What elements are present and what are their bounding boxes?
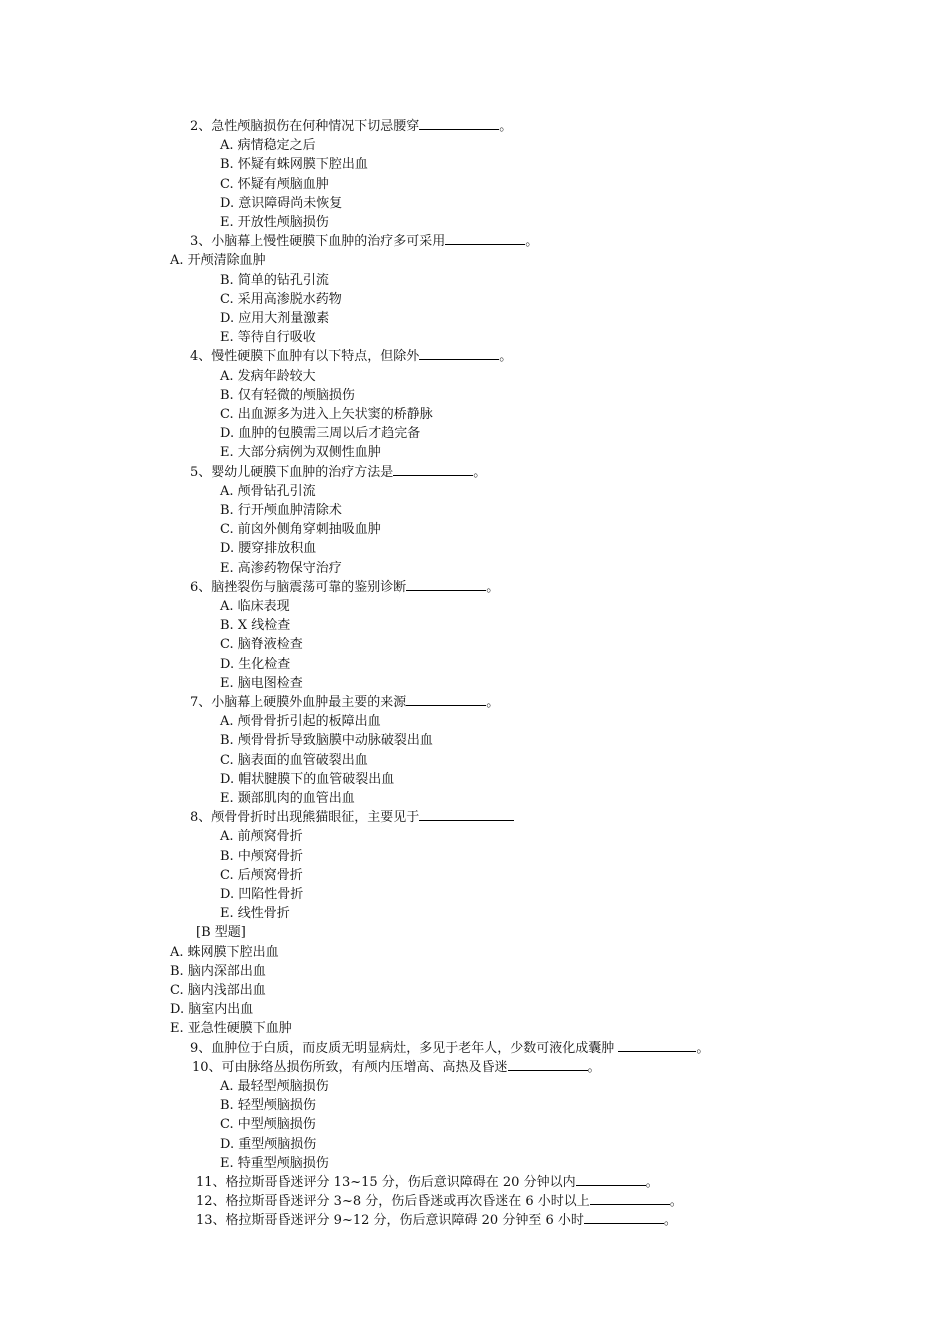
option-e: E. 颞部肌肉的血管出血 <box>220 791 355 806</box>
question-stem: 10、可由脉络丛损伤所致，有颅内压增高、高热及昏迷 <box>192 1060 508 1075</box>
option-e: E. 开放性颅脑损伤 <box>220 215 329 230</box>
b-option-a: A. 蛛网膜下腔出血 <box>170 945 279 960</box>
option-e: E. 线性骨折 <box>220 906 290 921</box>
option-d: D. 血肿的包膜需三周以后才趋完备 <box>220 426 421 441</box>
option-a: A. 颅骨钻孔引流 <box>220 484 316 499</box>
question-stem: 8、颅骨骨折时出现熊猫眼征，主要见于 <box>190 810 420 825</box>
option-b: B. 仅有轻微的颅脑损伤 <box>220 388 355 403</box>
question-10: 10、可由脉络丛损伤所致，有颅内压增高、高热及昏迷 。 <box>192 1060 601 1075</box>
b-option-e: E. 亚急性硬膜下血肿 <box>170 1021 292 1036</box>
question-13: 13、格拉斯哥昏迷评分 9~12 分，伤后意识障碍 20 分钟至 6 小时 。 <box>196 1213 677 1228</box>
option-e: E. 大部分病例为双侧性血肿 <box>220 445 381 460</box>
b-option-b: B. 脑内深部出血 <box>170 964 266 979</box>
answer-blank[interactable] <box>576 1173 646 1186</box>
question-12: 12、格拉斯哥昏迷评分 3~8 分，伤后昏迷或再次昏迷在 6 小时以上 。 <box>196 1194 683 1209</box>
answer-blank[interactable] <box>393 463 473 476</box>
option-a: A. 开颅清除血肿 <box>170 253 266 268</box>
option-c: C. 怀疑有颅脑血肿 <box>220 177 329 192</box>
b-option-c: C. 脑内浅部出血 <box>170 983 266 998</box>
b-option-e: E. 特重型颅脑损伤 <box>220 1156 329 1171</box>
b-option-d: D. 脑室内出血 <box>170 1002 254 1017</box>
option-e: E. 等待自行吸收 <box>220 330 316 345</box>
option-d: D. 腰穿排放积血 <box>220 541 317 556</box>
answer-blank[interactable] <box>590 1192 670 1205</box>
question-6: 6、脑挫裂伤与脑震荡可靠的鉴别诊断 。 <box>190 580 500 595</box>
b-option-d: D. 重型颅脑损伤 <box>220 1137 317 1152</box>
option-d: D. 应用大剂量激素 <box>220 311 330 326</box>
question-4: 4、慢性硬膜下血肿有以下特点，但除外 。 <box>190 349 513 364</box>
question-9: 9、血肿位于白质，而皮质无明显病灶，多见于老年人，少数可液化成囊肿 。 <box>190 1041 710 1056</box>
option-d: D. 凹陷性骨折 <box>220 887 304 902</box>
question-stem: 3、小脑幕上慢性硬膜下血肿的治疗多可采用 <box>190 234 446 249</box>
option-c: C. 脑表面的血管破裂出血 <box>220 753 368 768</box>
option-c: C. 前囟外侧角穿刺抽吸血肿 <box>220 522 381 537</box>
b-option-b: B. 轻型颅脑损伤 <box>220 1098 316 1113</box>
b-option-a: A. 最轻型颅脑损伤 <box>220 1079 329 1094</box>
option-b: B. X 线检查 <box>220 618 291 633</box>
option-b: B. 颅骨骨折导致脑膜中动脉破裂出血 <box>220 733 433 748</box>
option-d: D. 意识障碍尚未恢复 <box>220 196 343 211</box>
question-8 <box>190 808 514 827</box>
answer-blank[interactable] <box>419 808 514 821</box>
question-stem: 13、格拉斯哥昏迷评分 9~12 分，伤后意识障碍 20 分钟至 6 小时 <box>196 1213 584 1228</box>
question-3: 3、小脑幕上慢性硬膜下血肿的治疗多可采用 。 <box>190 234 539 249</box>
question-stem: 7、小脑幕上硬膜外血肿最主要的来源 <box>190 695 407 710</box>
question-stem: 12、格拉斯哥昏迷评分 3~8 分，伤后昏迷或再次昏迷在 6 小时以上 <box>196 1194 590 1209</box>
option-e: E. 脑电图检查 <box>220 676 303 691</box>
answer-blank[interactable] <box>419 347 499 360</box>
answer-blank[interactable] <box>406 578 486 591</box>
option-c: C. 采用高渗脱水药物 <box>220 292 342 307</box>
option-a: A. 临床表现 <box>220 599 290 614</box>
option-c: C. 后颅窝骨折 <box>220 868 303 883</box>
option-b: B. 行开颅血肿清除术 <box>220 503 342 518</box>
question-stem: 4、慢性硬膜下血肿有以下特点，但除外 <box>190 349 420 364</box>
question-stem: 6、脑挫裂伤与脑震荡可靠的鉴别诊断 <box>190 580 407 595</box>
option-c: C. 脑脊液检查 <box>220 637 303 652</box>
option-d: D. 生化检查 <box>220 657 291 672</box>
question-5: 5、婴幼儿硬膜下血肿的治疗方法是 。 <box>190 465 487 480</box>
b-option-c: C. 中型颅脑损伤 <box>220 1117 316 1132</box>
section-header-b-type: [B 型题] <box>196 925 246 940</box>
question-2: 2、急性颅脑损伤在何种情况下切忌腰穿 。 <box>190 119 513 134</box>
answer-blank[interactable] <box>618 1039 696 1052</box>
answer-blank[interactable] <box>508 1058 588 1071</box>
question-stem: 2、急性颅脑损伤在何种情况下切忌腰穿 <box>190 119 420 134</box>
question-11: 11、格拉斯哥昏迷评分 13~15 分，伤后意识障碍在 20 分钟以内 。 <box>196 1175 659 1190</box>
question-stem: 5、婴幼儿硬膜下血肿的治疗方法是 <box>190 465 394 480</box>
option-c: C. 出血源多为进入上矢状窦的桥静脉 <box>220 407 433 422</box>
option-a: A. 前颅窝骨折 <box>220 829 303 844</box>
question-stem: 9、血肿位于白质，而皮质无明显病灶，多见于老年人，少数可液化成囊肿 <box>190 1041 615 1056</box>
option-b: B. 中颅窝骨折 <box>220 849 303 864</box>
option-a: A. 发病年龄较大 <box>220 369 316 384</box>
option-b: B. 简单的钻孔引流 <box>220 273 329 288</box>
answer-blank[interactable] <box>419 117 499 130</box>
answer-blank[interactable] <box>406 693 486 706</box>
question-stem: 11、格拉斯哥昏迷评分 13~15 分，伤后意识障碍在 20 分钟以内 <box>196 1175 576 1190</box>
option-b: B. 怀疑有蛛网膜下腔出血 <box>220 157 368 172</box>
answer-blank[interactable] <box>445 232 525 245</box>
question-7: 7、小脑幕上硬膜外血肿最主要的来源 。 <box>190 695 500 710</box>
option-e: E. 高渗药物保守治疗 <box>220 561 342 576</box>
answer-blank[interactable] <box>584 1211 664 1224</box>
option-d: D. 帽状腱膜下的血管破裂出血 <box>220 772 395 787</box>
option-a: A. 颅骨骨折引起的板障出血 <box>220 714 381 729</box>
option-a: A. 病情稳定之后 <box>220 138 316 153</box>
